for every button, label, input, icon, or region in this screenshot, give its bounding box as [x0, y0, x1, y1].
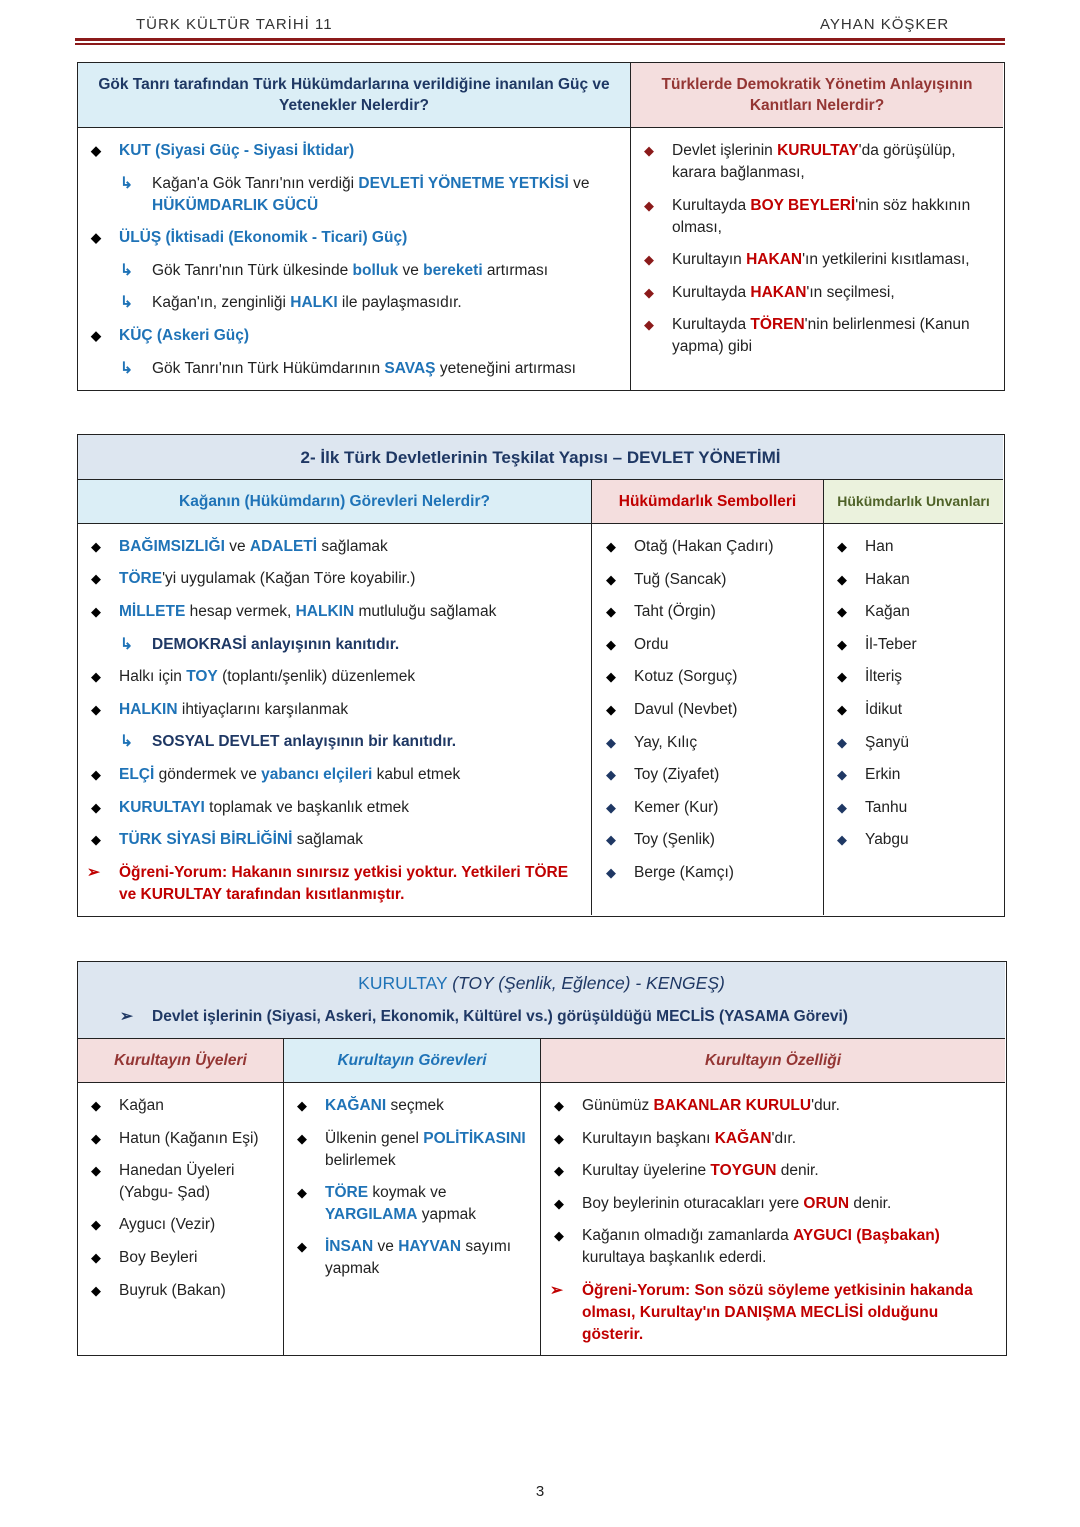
arrow-bullet-icon: ↳ — [120, 636, 133, 653]
diamond-bullet-icon: ◆ — [606, 604, 616, 620]
list-item: ◆ Boy beylerinin oturacakları yere ORUN denir. — [582, 1193, 992, 1215]
diamond-bullet-icon: ◆ — [91, 669, 101, 684]
box1-left-title: Gök Tanrı tarafından Türk Hükümdarlarına verildiğine inanılan Güç ve Yetenekler Nelerdir? — [78, 63, 630, 127]
list-item: ◆ Kotuz (Sorguç) — [634, 666, 814, 688]
list-item: ◆ BAĞIMSIZLIĞI ve ADALETİ sağlamak — [119, 536, 579, 558]
diamond-bullet-icon: ◆ — [554, 1196, 564, 1211]
diamond-bullet-icon: ◆ — [644, 317, 654, 332]
diamond-bullet-icon: ◆ — [837, 604, 847, 620]
header-rule-thin — [75, 43, 1005, 45]
header-rule — [75, 38, 1005, 41]
list-item: ◆ Kağan — [119, 1095, 274, 1117]
list-item: ↳ Gök Tanrı'nın Türk Hükümdarının SAVAŞ yeteneğini artırması — [152, 358, 622, 380]
box2-col3-title: Hükümdarlık Unvanları — [824, 480, 1003, 523]
list-item: ◆ KUT (Siyasi Güç - Siyasi İktidar) — [119, 140, 609, 162]
triangle-arrow-icon: ➢ — [550, 1282, 563, 1299]
diamond-bullet-icon: ◆ — [91, 143, 101, 158]
list-item: ◆ İl-Teber — [865, 634, 995, 656]
list-item: ◆ Tanhu — [865, 797, 995, 819]
list-item: ◆ Ülkenin genel POLİTİKASINI belirlemek — [297, 1130, 526, 1169]
diamond-bullet-icon: ◆ — [837, 636, 847, 652]
list-item: ➢ Öğreni-Yorum: Hakanın sınırsız yetkisi yoktur. Yetkileri TÖRE ve KURULTAY tarafından kısıtlanmıştır. — [87, 864, 569, 903]
list-item: ◆ Berge (Kamçı) — [634, 862, 814, 884]
box3-subtitle: ➢ Devlet işlerinin (Siyasi, Askeri, Ekonomik, Kültürel vs.) görüşüldüğü MECLİS (YASAMA Görevi) — [152, 1006, 992, 1028]
diamond-bullet-icon: ◆ — [91, 604, 101, 619]
diamond-bullet-icon: ◆ — [644, 252, 654, 267]
box2-title: 2- İlk Türk Devletlerinin Teşkilat Yapısı – DEVLET YÖNETİMİ — [78, 435, 1003, 479]
diamond-bullet-icon: ◆ — [606, 539, 616, 554]
arrow-bullet-icon: ↳ — [120, 360, 133, 377]
diamond-bullet-icon: ◆ — [606, 799, 616, 815]
diamond-bullet-icon: ◆ — [554, 1131, 564, 1146]
arrow-bullet-icon: ↳ — [120, 294, 133, 311]
list-item: ◆ ÜLÜŞ (İktisadi (Ekonomik - Ticari) Güç) — [119, 227, 609, 249]
list-item: ◆ Buyruk (Bakan) — [119, 1280, 274, 1302]
diamond-bullet-icon: ◆ — [91, 1250, 101, 1265]
diamond-bullet-icon: ◆ — [837, 832, 847, 848]
diamond-bullet-icon: ◆ — [554, 1163, 564, 1178]
diamond-bullet-icon: ◆ — [837, 767, 847, 783]
list-item: ◆ Kurultayın başkanı KAĞAN'dır. — [582, 1128, 992, 1150]
diamond-bullet-icon: ◆ — [606, 571, 616, 587]
list-item: ◆ Kurultayın HAKAN'ın yetkilerini kısıtlaması, — [672, 249, 997, 271]
diamond-bullet-icon: ◆ — [644, 143, 654, 158]
list-item: ↳ Kağan'a Gök Tanrı'nın verdiği DEVLETİ YÖNETME YETKİSİ ve HÜKÜMDARLIK GÜCÜ — [120, 175, 590, 214]
diamond-bullet-icon: ◆ — [837, 571, 847, 587]
diamond-bullet-icon: ◆ — [606, 832, 616, 848]
list-item: ◆ İlteriş — [865, 666, 995, 688]
box2-col2-title: Hükümdarlık Sembolleri — [592, 480, 823, 523]
diamond-bullet-icon: ◆ — [837, 734, 847, 750]
diamond-bullet-icon: ◆ — [297, 1098, 307, 1113]
header-course-title: TÜRK KÜLTÜR TARİHİ 11 — [136, 16, 333, 33]
list-item: ◆ Toy (Şenlik) — [634, 829, 814, 851]
diamond-bullet-icon: ◆ — [606, 734, 616, 750]
list-item: ◆ Halkı için TOY (toplantı/şenlik) düzenlemek — [119, 666, 579, 688]
diamond-bullet-icon: ◆ — [644, 198, 654, 213]
diamond-bullet-icon: ◆ — [606, 865, 616, 880]
list-item: ◆ Erkin — [865, 764, 995, 786]
diamond-bullet-icon: ◆ — [297, 1131, 307, 1146]
list-item: ➢ Öğreni-Yorum: Son sözü söyleme yetkisinin hakanda olması, Kurultay'ın DANIŞMA MECLİSİ olduğunu gösterir. — [550, 1282, 973, 1343]
arrow-bullet-icon: ↳ — [120, 175, 133, 192]
diamond-bullet-icon: ◆ — [606, 767, 616, 783]
list-item: ◆ Taht (Örgin) — [634, 601, 814, 623]
list-item: ◆ Han — [865, 536, 995, 558]
diamond-bullet-icon: ◆ — [297, 1185, 307, 1200]
diamond-bullet-icon: ◆ — [91, 1131, 101, 1146]
header-author: AYHAN KÖŞKER — [820, 16, 950, 33]
list-item: ◆ Şanyü — [865, 732, 995, 754]
list-item: ◆ Kurultayda BOY BEYLERİ'nin söz hakkının olması, — [644, 197, 971, 236]
list-item: ◆ Boy Beyleri — [119, 1247, 274, 1269]
box1-right-title: Türklerde Demokratik Yönetim Anlayışının Kanıtları Nelerdir? — [631, 63, 1003, 127]
list-item: ◆ MİLLETE hesap vermek, HALKIN mutluluğu sağlamak — [119, 601, 579, 623]
list-item: ◆ Toy (Ziyafet) — [634, 764, 814, 786]
list-item: ◆ Otağ (Hakan Çadırı) — [634, 536, 814, 558]
list-item: ◆ HALKIN ihtiyaçlarını karşılanmak — [119, 699, 579, 721]
box3-col1-title: Kurultayın Üyeleri — [78, 1039, 283, 1082]
diamond-bullet-icon: ◆ — [837, 702, 847, 717]
list-item: ◆ Tuğ (Sancak) — [634, 569, 814, 591]
list-item: ◆ Aygucı (Vezir) — [119, 1214, 274, 1236]
box3-col3-title: Kurultayın Özelliği — [541, 1039, 1005, 1082]
diamond-bullet-icon: ◆ — [91, 1163, 101, 1178]
list-item: ◆ KAĞANI seçmek — [325, 1095, 535, 1117]
box3-title: KURULTAY (TOY (Şenlik, Eğlence) - KENGEŞ) — [358, 973, 725, 993]
list-item: ◆ Kurultayda TÖREN'nin belirlenmesi (Kanun yapma) gibi — [644, 316, 970, 355]
list-item: ◆ Kağanın olmadığı zamanlarda AYGUCI (Başbakan) kurultaya başkanlık ederdi. — [554, 1227, 940, 1266]
list-item: ◆ KÜÇ (Askeri Güç) — [119, 325, 609, 347]
arrow-bullet-icon: ↳ — [120, 262, 133, 279]
list-item: ◆ Kurultay üyelerine TOYGUN denir. — [582, 1160, 992, 1182]
list-item: ◆ Kağan — [865, 601, 995, 623]
diamond-bullet-icon: ◆ — [837, 669, 847, 685]
list-item: ◆ Devlet işlerinin KURULTAY'da görüşülüp, karara bağlanması, — [644, 142, 956, 181]
list-item: ↳ Gök Tanrı'nın Türk ülkesinde bolluk ve bereketi artırması — [152, 260, 622, 282]
list-item: ◆ Ordu — [634, 634, 814, 656]
diamond-bullet-icon: ◆ — [91, 1098, 101, 1113]
box3-col2-title: Kurultayın Görevleri — [284, 1039, 540, 1082]
triangle-arrow-icon: ➢ — [87, 864, 100, 881]
list-item: ◆ İNSAN ve HAYVAN sayımı yapmak — [297, 1238, 512, 1277]
list-item: ◆ Davul (Nevbet) — [634, 699, 814, 721]
list-item: ◆ KURULTAYI toplamak ve başkanlık etmek — [119, 797, 579, 819]
list-item: ◆ Yabgu — [865, 829, 995, 851]
diamond-bullet-icon: ◆ — [91, 328, 101, 343]
list-item: ◆ ELÇİ göndermek ve yabancı elçileri kabul etmek — [119, 764, 579, 786]
list-item: ◆ Hanedan Üyeleri (Yabgu- Şad) — [91, 1162, 235, 1201]
diamond-bullet-icon: ◆ — [606, 702, 616, 717]
diamond-bullet-icon: ◆ — [91, 539, 101, 554]
list-item: ◆ Günümüz BAKANLAR KURULU'dur. — [582, 1095, 992, 1117]
diamond-bullet-icon: ◆ — [91, 800, 101, 815]
diamond-bullet-icon: ◆ — [837, 539, 847, 554]
list-item: ◆ TÜRK SİYASİ BİRLİĞİNİ sağlamak — [119, 829, 579, 851]
triangle-arrow-icon: ➢ — [120, 1008, 133, 1025]
box2-col1-title: Kağanın (Hükümdarın) Görevleri Nelerdir? — [78, 480, 591, 523]
diamond-bullet-icon: ◆ — [837, 799, 847, 815]
arrow-bullet-icon: ↳ — [120, 733, 133, 750]
list-item: ◆ İdikut — [865, 699, 995, 721]
list-item: ↳ SOSYAL DEVLET anlayışının bir kanıtıdır. — [152, 731, 582, 753]
diamond-bullet-icon: ◆ — [297, 1239, 307, 1254]
list-item: ◆ TÖRE koymak ve YARGILAMA yapmak — [297, 1184, 477, 1223]
diamond-bullet-icon: ◆ — [606, 669, 616, 685]
list-item: ◆ TÖRE'yi uygulamak (Kağan Töre koyabilir.) — [119, 568, 579, 590]
diamond-bullet-icon: ◆ — [554, 1098, 564, 1113]
list-item: ◆ Yay, Kılıç — [634, 732, 814, 754]
diamond-bullet-icon: ◆ — [606, 636, 616, 652]
diamond-bullet-icon: ◆ — [91, 1217, 101, 1232]
page-number: 3 — [535, 1483, 545, 1500]
list-item: ↳ DEMOKRASİ anlayışının kanıtıdır. — [152, 634, 582, 656]
diamond-bullet-icon: ◆ — [554, 1228, 564, 1243]
list-item: ◆ Hatun (Kağanın Eşi) — [119, 1128, 274, 1150]
list-item: ◆ Hakan — [865, 569, 995, 591]
diamond-bullet-icon: ◆ — [91, 767, 101, 782]
diamond-bullet-icon: ◆ — [91, 230, 101, 245]
diamond-bullet-icon: ◆ — [91, 832, 101, 847]
diamond-bullet-icon: ◆ — [91, 702, 101, 717]
list-item: ↳ Kağan'ın, zenginliği HALKI ile paylaşmasıdır. — [152, 292, 622, 314]
diamond-bullet-icon: ◆ — [91, 571, 101, 586]
diamond-bullet-icon: ◆ — [91, 1283, 101, 1298]
diamond-bullet-icon: ◆ — [644, 285, 654, 300]
list-item: ◆ Kurultayda HAKAN'ın seçilmesi, — [672, 282, 992, 304]
list-item: ◆ Kemer (Kur) — [634, 797, 814, 819]
